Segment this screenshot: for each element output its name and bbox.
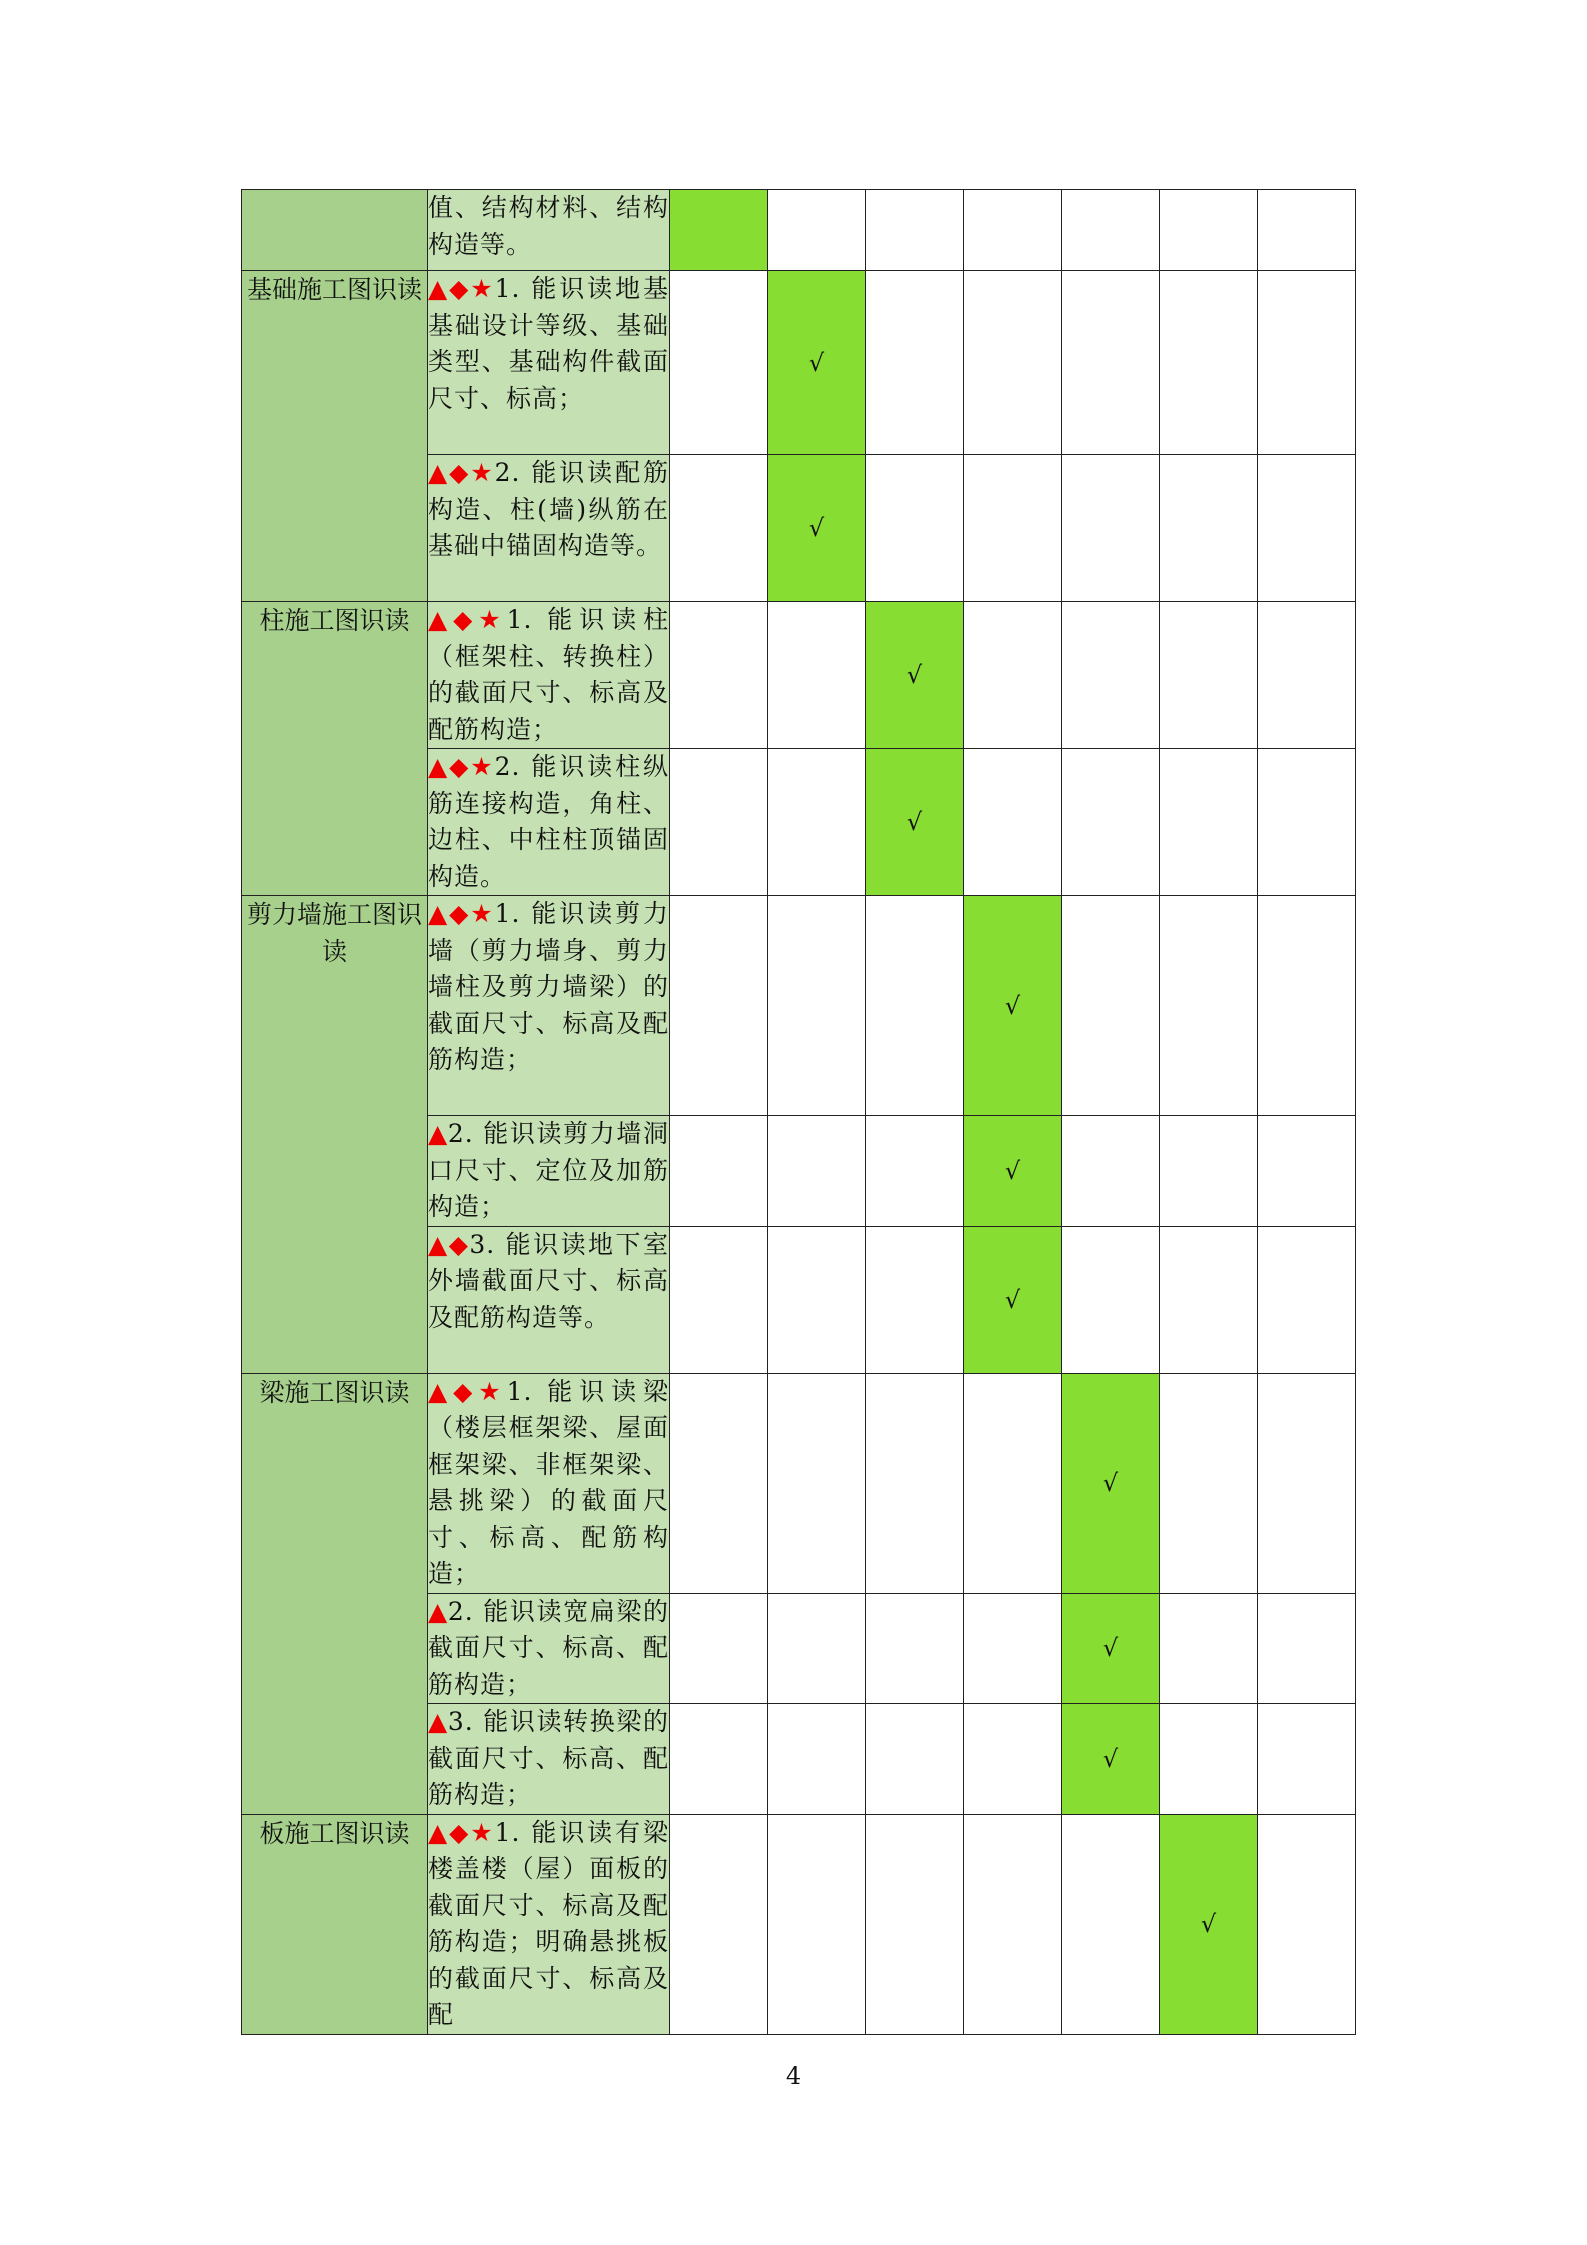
level-cell-marked xyxy=(1062,1704,1160,1815)
level-cell xyxy=(670,455,768,602)
level-cell xyxy=(768,1704,866,1815)
level-cell xyxy=(1258,1373,1356,1593)
level-cell xyxy=(1258,896,1356,1116)
category-cell: 剪力墙施工图识读 xyxy=(242,896,428,1374)
level-cell xyxy=(670,1116,768,1227)
description-text: 3. 能识读地下室外墙截面尺寸、标高及配筋构造等。 xyxy=(428,1229,669,1332)
level-cell xyxy=(964,1373,1062,1593)
level-cell-marked xyxy=(964,1116,1062,1227)
table-row xyxy=(242,1814,1356,2034)
level-cell xyxy=(964,1814,1062,2034)
level-cell-marked xyxy=(670,190,768,271)
description-text: 2. 能识读柱纵筋连接构造，角柱、边柱、中柱柱顶锚固构造。 xyxy=(428,752,669,891)
level-cell xyxy=(964,190,1062,271)
level-cell xyxy=(964,1593,1062,1704)
level-cell xyxy=(964,1704,1062,1815)
level-cell xyxy=(866,1814,964,2034)
level-cell xyxy=(866,1116,964,1227)
level-cell-marked xyxy=(1160,1814,1258,2034)
check-mark: √ xyxy=(1004,1285,1021,1314)
description-cell xyxy=(428,602,670,749)
level-cell xyxy=(1062,271,1160,455)
table-row xyxy=(242,1373,1356,1593)
table-body xyxy=(242,190,1356,2035)
level-cell xyxy=(1258,455,1356,602)
level-cell xyxy=(1062,1814,1160,2034)
level-cell xyxy=(670,602,768,749)
page-number: 4 xyxy=(785,2062,802,2090)
check-mark: √ xyxy=(1102,1469,1119,1497)
level-cell xyxy=(1160,1226,1258,1373)
description-text: 3. 能识读转换梁的截面尺寸、标高、配筋构造； xyxy=(428,1707,669,1809)
level-cell xyxy=(1160,190,1258,271)
level-cell xyxy=(866,1373,964,1593)
competency-table xyxy=(241,189,1356,2035)
level-cell xyxy=(670,1814,768,2034)
importance-symbols: ▲ xyxy=(428,1707,448,1736)
level-cell-marked xyxy=(866,602,964,749)
table-row xyxy=(242,271,1356,455)
level-cell xyxy=(1160,1593,1258,1704)
description-text: 2. 能识读宽扁梁的截面尺寸、标高、配筋构造； xyxy=(428,1596,669,1699)
level-cell xyxy=(1258,749,1356,896)
check-mark: √ xyxy=(1004,1156,1021,1185)
check-mark: √ xyxy=(1004,991,1021,1020)
importance-symbols: ▲◆★ xyxy=(428,1376,507,1406)
check-mark: √ xyxy=(906,808,923,836)
level-cell xyxy=(768,1373,866,1593)
level-cell-marked xyxy=(964,896,1062,1116)
level-cell xyxy=(1258,271,1356,455)
importance-symbols: ▲ xyxy=(428,1596,448,1626)
level-cell xyxy=(1062,1116,1160,1227)
description-text: 1. 能识读有梁楼盖楼（屋）面板的截面尺寸、标高及配筋构造；明确悬挑板的截面尺寸、标高及配 xyxy=(428,1817,669,2029)
category-cell: 基础施工图识读 xyxy=(242,271,428,602)
description-cell xyxy=(428,190,670,271)
check-mark: √ xyxy=(808,514,825,542)
category-cell: 柱施工图识读 xyxy=(242,602,428,896)
table-row xyxy=(242,896,1356,1116)
level-cell xyxy=(670,1226,768,1373)
level-cell xyxy=(964,749,1062,896)
check-mark: √ xyxy=(906,661,923,689)
level-cell xyxy=(1062,455,1160,602)
level-cell-marked xyxy=(1062,1373,1160,1593)
category-cell: 板施工图识读 xyxy=(242,1814,428,2034)
level-cell xyxy=(1062,190,1160,271)
level-cell xyxy=(670,749,768,896)
description-text: 2. 能识读配筋构造、柱(墙)纵筋在基础中锚固构造等。 xyxy=(428,458,669,560)
level-cell xyxy=(1160,1704,1258,1815)
level-cell-marked xyxy=(768,455,866,602)
table-row xyxy=(242,602,1356,749)
description-cell xyxy=(428,1593,670,1704)
level-cell xyxy=(768,602,866,749)
importance-symbols: ▲ xyxy=(428,1119,448,1148)
level-cell xyxy=(670,1593,768,1704)
category-cell: 梁施工图识读 xyxy=(242,1373,428,1814)
level-cell xyxy=(670,271,768,455)
check-mark: √ xyxy=(1102,1634,1119,1663)
level-cell xyxy=(768,1226,866,1373)
importance-symbols: ▲◆★ xyxy=(428,458,495,487)
check-mark: √ xyxy=(1200,1910,1217,1938)
level-cell xyxy=(866,1226,964,1373)
level-cell xyxy=(1062,896,1160,1116)
importance-symbols: ▲◆★ xyxy=(428,605,507,634)
level-cell-marked xyxy=(768,271,866,455)
check-mark: √ xyxy=(808,348,825,377)
level-cell-marked xyxy=(964,1226,1062,1373)
level-cell xyxy=(964,602,1062,749)
level-cell xyxy=(1062,602,1160,749)
description-text: 1. 能识读剪力墙（剪力墙身、剪力墙柱及剪力墙梁）的截面尺寸、标高及配筋构造； xyxy=(428,899,669,1074)
level-cell xyxy=(1160,1116,1258,1227)
level-cell xyxy=(866,455,964,602)
level-cell xyxy=(1160,1373,1258,1593)
description-cell xyxy=(428,455,670,602)
description-cell xyxy=(428,271,670,455)
level-cell xyxy=(1062,1226,1160,1373)
importance-symbols: ▲◆★ xyxy=(428,1817,495,1847)
check-mark: √ xyxy=(1102,1744,1119,1773)
level-cell-marked xyxy=(866,749,964,896)
level-cell xyxy=(1258,1226,1356,1373)
level-cell xyxy=(866,1704,964,1815)
level-cell xyxy=(1160,271,1258,455)
level-cell xyxy=(1160,602,1258,749)
table-row xyxy=(242,190,1356,271)
level-cell xyxy=(1160,455,1258,602)
level-cell xyxy=(768,1593,866,1704)
description-text: 值、结构材料、结构构造等。 xyxy=(428,193,669,259)
category-cell xyxy=(242,190,428,271)
description-text: 1. 能识读柱（框架柱、转换柱）的截面尺寸、标高及配筋构造； xyxy=(428,605,669,744)
level-cell xyxy=(768,1814,866,2034)
importance-symbols: ▲◆ xyxy=(428,1229,470,1259)
level-cell xyxy=(768,1116,866,1227)
level-cell xyxy=(768,190,866,271)
level-cell xyxy=(670,896,768,1116)
level-cell xyxy=(768,896,866,1116)
level-cell xyxy=(964,271,1062,455)
description-cell xyxy=(428,1116,670,1227)
description-cell xyxy=(428,896,670,1116)
level-cell xyxy=(670,1373,768,1593)
level-cell xyxy=(964,455,1062,602)
level-cell xyxy=(1258,1116,1356,1227)
description-text: 1. 能识读梁（楼层框架梁、屋面框架梁、非框架梁、悬挑梁）的截面尺寸、标高、配筋构造； xyxy=(428,1376,669,1588)
importance-symbols: ▲◆★ xyxy=(428,274,495,303)
level-cell xyxy=(1062,749,1160,896)
description-text: 2. 能识读剪力墙洞口尺寸、定位及加筋构造； xyxy=(428,1119,669,1221)
level-cell xyxy=(866,1593,964,1704)
level-cell xyxy=(768,749,866,896)
level-cell xyxy=(1160,749,1258,896)
level-cell xyxy=(866,190,964,271)
level-cell xyxy=(1258,602,1356,749)
description-cell xyxy=(428,1814,670,2034)
level-cell xyxy=(1258,1814,1356,2034)
level-cell xyxy=(866,896,964,1116)
description-cell xyxy=(428,1704,670,1815)
description-text: 1. 能识读地基基础设计等级、基础类型、基础构件截面尺寸、标高； xyxy=(428,274,669,413)
description-cell xyxy=(428,1226,670,1373)
level-cell xyxy=(866,271,964,455)
level-cell xyxy=(1160,896,1258,1116)
level-cell xyxy=(1258,190,1356,271)
level-cell xyxy=(1258,1704,1356,1815)
level-cell xyxy=(1258,1593,1356,1704)
level-cell xyxy=(670,1704,768,1815)
importance-symbols: ▲◆★ xyxy=(428,752,495,781)
importance-symbols: ▲◆★ xyxy=(428,899,495,928)
description-cell xyxy=(428,749,670,896)
description-cell xyxy=(428,1373,670,1593)
level-cell-marked xyxy=(1062,1593,1160,1704)
